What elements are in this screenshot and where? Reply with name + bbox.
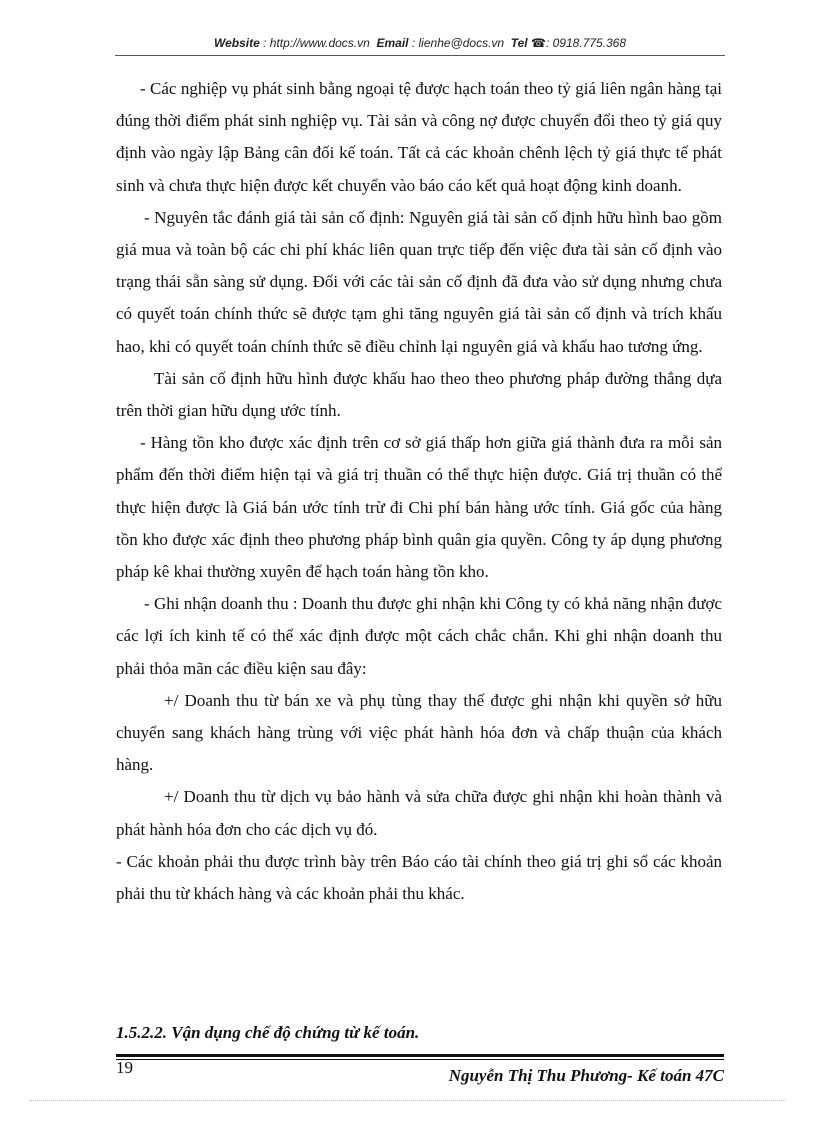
paragraph-revenue: - Ghi nhận doanh thu : Doanh thu được ghi nhận khi Công ty có khả năng nhận được các lợi ích kinh tế có thể xác định được một cách chắc chắn. Khi ghi nhận doanh thu phải thỏa mãn các điều kiện sau đây: — [116, 594, 722, 678]
page-bottom-divider — [30, 1100, 786, 1101]
paragraph-foreign-currency: - Các nghiệp vụ phát sinh bằng ngoại tệ được hạch toán theo tỷ giá liên ngân hàng tại đúng thời điểm phát sinh nghiệp vụ. Tài sản và công nợ được chuyển đổi theo tỷ giá quy định vào ngày lập Bảng cân đối kế toán. Tất cả các khoản chênh lệch tỷ giá thực tế phát sinh và chưa thực hiện được kết chuyển vào báo cáo kết quả hoạt động kinh doanh. — [116, 79, 722, 195]
website-value: : http://www.docs.vn — [263, 36, 370, 50]
paragraph-fixed-assets: - Nguyên tắc đánh giá tài sản cố định: Nguyên giá tài sản cố định hữu hình bao gồm giá mua và toàn bộ các chi phí khác liên quan trực tiếp đến việc đưa tài sản cố định vào trạng thái sẵn sàng sử dụng. Đối với các tài sản cố định đã đưa vào sử dụng nhưng chưa có quyết toán chính thức sẽ được tạm ghi tăng nguyên giá tài sản cố định và trích khấu hao, khi có quyết toán chính thức sẽ điều chỉnh lại nguyên giá và khấu hao tương ứng. — [116, 207, 722, 356]
website-label: Website — [213, 36, 260, 50]
header-divider — [115, 55, 725, 56]
document-body — [116, 73, 722, 910]
phone-icon: ☎ — [531, 36, 546, 50]
section-heading: 1.5.2.2. Vận dụng chế độ chứng từ kế toán. — [116, 1023, 420, 1042]
page-header — [115, 36, 725, 50]
footer-divider-thin — [116, 1059, 724, 1060]
page-number: 19 — [116, 1058, 133, 1077]
tel-value: : 0918.775.368 — [545, 36, 627, 50]
tel-label: Tel — [510, 36, 528, 50]
paragraph-inventory: - Hàng tồn kho được xác định trên cơ sở giá thấp hơn giữa giá thành đưa ra mỗi sản phẩm đến thời điểm hiện tại và giá trị thuần có thể thực hiện được. Giá trị thuần có thể thực hiện được là Giá bán ước tính trừ đi Chi phí bán hàng ước tính. Giá gốc của hàng tồn kho được xác định theo phương pháp bình quân gia quyền. Công ty áp dụng phương pháp kê khai thường xuyên để hạch toán hàng tồn kho. — [116, 433, 722, 582]
paragraph-depreciation: Tài sản cố định hữu hình được khấu hao theo theo phương pháp đường thẳng dựa trên thời gian hữu dụng ước tính. — [116, 368, 722, 421]
paragraph-revenue-services: +/ Doanh thu từ dịch vụ bảo hành và sửa chữa được ghi nhận khi hoàn thành và phát hành hóa đơn cho các dịch vụ đó. — [116, 787, 722, 839]
footer-divider-thick — [116, 1054, 724, 1057]
paragraph-receivables: - Các khoản phải thu được trình bày trên Báo cáo tài chính theo giá trị ghi sổ các khoản phải thu từ khách hàng và các khoản phải thu khác. — [116, 851, 722, 904]
email-label: Email — [376, 36, 409, 50]
paragraph-revenue-vehicles: +/ Doanh thu từ bán xe và phụ tùng thay thế được ghi nhận khi quyền sở hữu chuyển sang khách hàng trùng với việc phát hành hóa đơn và chấp thuận của khách hàng. — [116, 690, 722, 775]
footer-author: Nguyễn Thị Thu Phương- Kế toán 47C — [448, 1066, 724, 1085]
email-value: : lienhe@docs.vn — [411, 36, 505, 50]
